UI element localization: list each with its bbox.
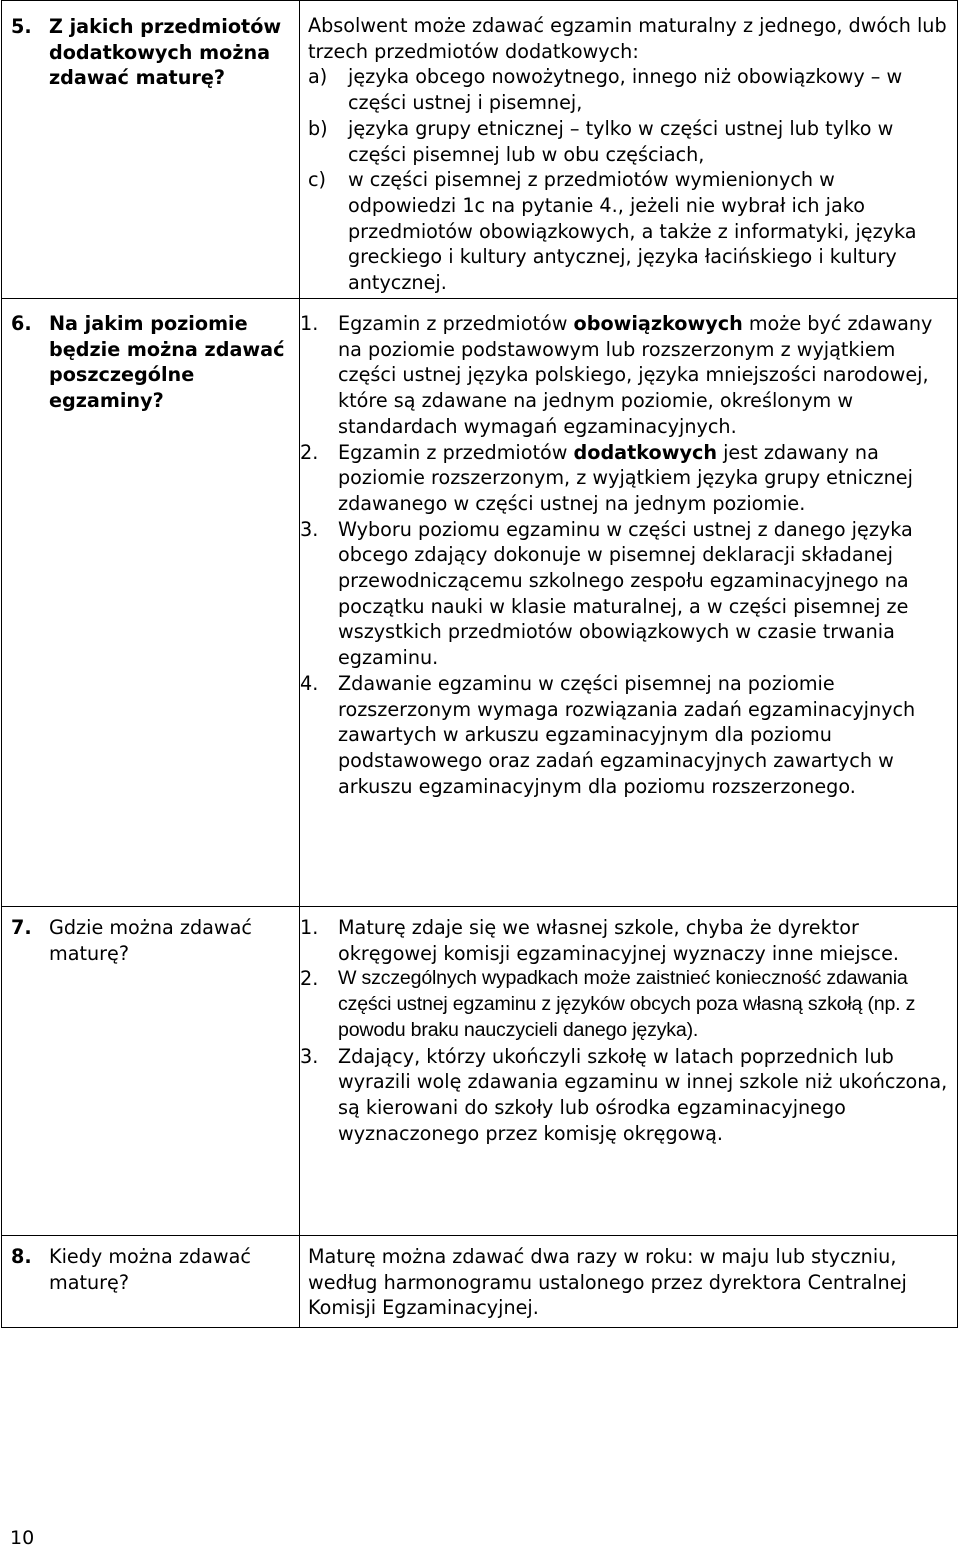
item-text: w części pisemnej z przedmiotów wymienionych w odpowiedzi 1c na pytanie 4., jeżeli nie wybrał ich jako przedmiotów obowiązkowych, a także z informatyki, języka greckiego i kultury antycznej, języka łacińskiego i kultury antycznej.	[348, 168, 917, 295]
answer-item	[300, 1044, 957, 1147]
answer-item	[300, 311, 957, 440]
item-emphasis: obowiązkowych	[573, 312, 743, 335]
item-text: Zdawanie egzaminu w części pisemnej na poziomie rozszerzonym wymaga rozwiązania zadań egzaminacyjnych zawartych w arkuszu egzaminacyjnym dla poziomu podstawowego oraz zadań egzaminacyjnych zawartych w arkuszu egzaminacyjnym dla poziomu rozszerzonego.	[338, 671, 916, 798]
item-marker: 2.	[300, 967, 319, 991]
faq-row-5	[2, 1, 958, 299]
question-cell	[2, 1, 300, 299]
item-text: Egzamin z przedmiotów	[338, 440, 574, 464]
item-text: Egzamin z przedmiotów	[338, 312, 574, 335]
item-marker: 2.	[300, 440, 319, 464]
faq-table	[1, 0, 958, 1328]
answer-cell	[300, 1236, 958, 1328]
answer-cell	[300, 907, 958, 1236]
question-text: Kiedy można zdawać maturę?	[49, 1245, 251, 1294]
faq-row-8	[2, 1236, 958, 1328]
answer-item	[308, 116, 949, 167]
faq-row-6	[2, 299, 958, 907]
answer-item	[300, 966, 957, 1043]
question-cell	[2, 299, 300, 907]
answer-cell	[300, 1, 958, 299]
item-text-rest: jest zdawany na poziomie rozszerzonym, z wyjątkiem języka grupy etnicznej zdawanego w części ustnej na jednym poziomie.	[338, 440, 913, 515]
question-text: Z jakich przedmiotów dodatkowych można zdawać maturę?	[49, 15, 282, 90]
item-marker: 3.	[300, 517, 319, 541]
item-marker: 4.	[300, 671, 319, 695]
answer-intro: Absolwent może zdawać egzamin maturalny z jednego, dwóch lub trzech przedmiotów dodatkowych:	[308, 14, 947, 63]
question-number: 5.	[11, 15, 32, 38]
question-text: Gdzie można zdawać maturę?	[49, 916, 252, 965]
item-text: języka obcego nowożytnego, innego niż obowiązkowy – w części ustnej i pisemnej,	[348, 65, 903, 115]
item-text: Wyboru poziomu egzaminu w części ustnej z danego języka obcego zdający dokonuje w pisemnej deklaracji składanej przewodniczącemu szkolnego zespołu egzaminacyjnego na początku nauki w klasie maturalnej, a w części pisemnej ze wszystkich przedmiotów obowiązkowych w czasie trwania egzaminu.	[338, 517, 913, 670]
answer-item	[300, 671, 957, 800]
question-number: 7.	[11, 916, 32, 939]
question-cell	[2, 907, 300, 1236]
item-marker: 1.	[300, 312, 319, 335]
question-text: Na jakim poziomie będzie można zdawać poszczególne egzaminy?	[49, 312, 285, 413]
item-marker: b)	[308, 116, 328, 140]
item-text-rest: może być zdawany na poziomie podstawowym lub rozszerzonym z wyjątkiem części ustnej języka polskiego, języka mniejszości narodowej, które są zdawane na jednym poziomie, określonym w standardach wymagań egzaminacyjnych.	[338, 312, 933, 438]
item-emphasis: dodatkowych	[573, 440, 717, 464]
faq-row-7	[2, 907, 958, 1236]
question-number: 8.	[11, 1245, 32, 1268]
item-marker: a)	[308, 65, 328, 89]
question-cell	[2, 1236, 300, 1328]
item-text: W szczególnych wypadkach może zaistnieć konieczność zdawania części ustnej egzaminu z języków obcych poza własną szkołą (np. z powodu braku nauczycieli danego języka).	[338, 967, 916, 1041]
answer-item	[308, 167, 949, 296]
answer-text: Maturę można zdawać dwa razy w roku: w maju lub styczniu, według harmonogramu ustalonego przez dyrektora Centralnej Komisji Egzaminacyjnej.	[308, 1245, 907, 1320]
item-text: Zdający, którzy ukończyli szkołę w latach poprzednich lub wyrazili wolę zdawania egzaminu w innej szkole niż ukończona, są kierowani do szkoły lub ośrodka egzaminacyjnego wyznaczonego przez komisję okręgową.	[338, 1044, 948, 1145]
item-marker: c)	[308, 168, 327, 192]
item-marker: 3.	[300, 1044, 319, 1068]
question-number: 6.	[11, 312, 32, 335]
answer-cell	[300, 299, 958, 907]
item-text: Maturę zdaje się we własnej szkole, chyba że dyrektor okręgowej komisji egzaminacyjnej wyznaczy inne miejsce.	[338, 916, 899, 965]
answer-item	[300, 517, 957, 671]
answer-item	[300, 915, 957, 966]
item-text: języka grupy etnicznej – tylko w części ustnej lub tylko w części pisemnej lub w obu częściach,	[348, 116, 894, 166]
page-number: 10	[10, 1527, 35, 1549]
answer-item	[308, 64, 949, 115]
answer-item	[300, 440, 957, 517]
item-marker: 1.	[300, 916, 319, 939]
